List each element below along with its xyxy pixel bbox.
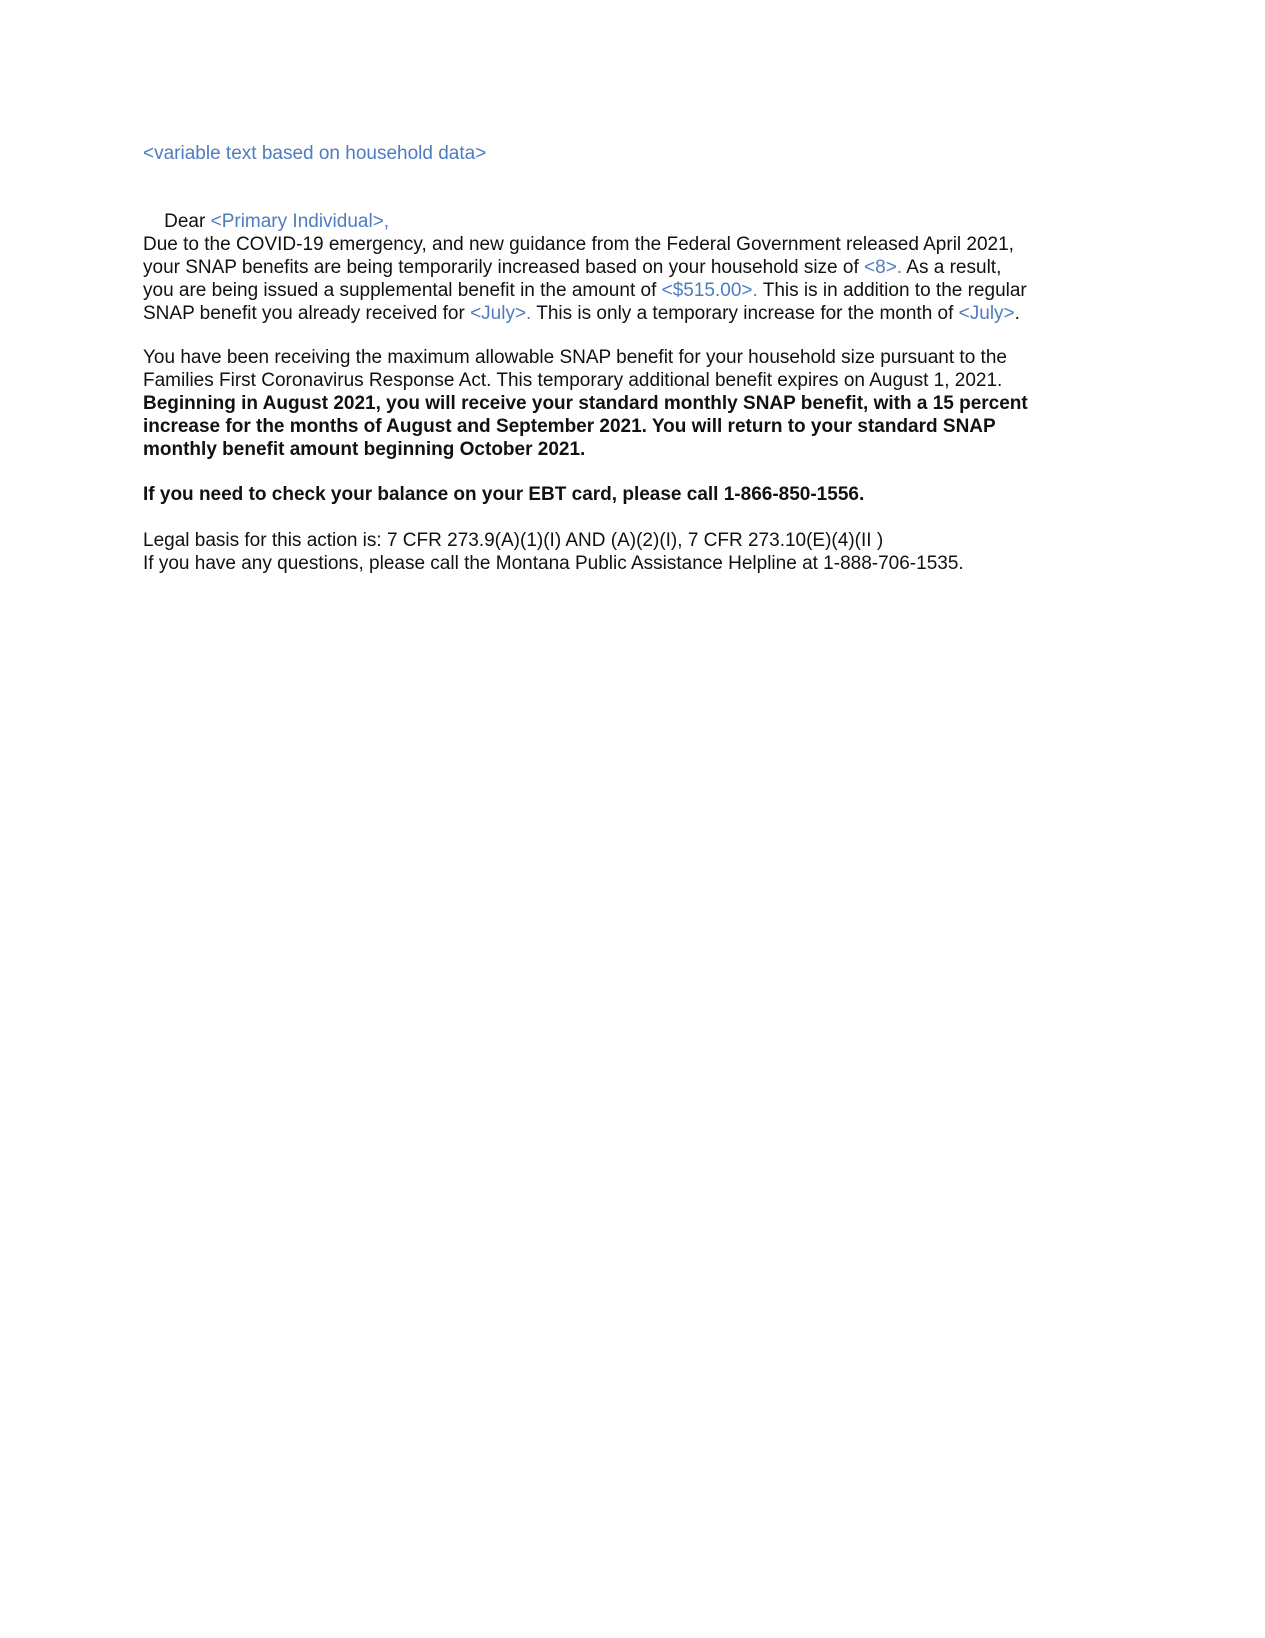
text-segment: your SNAP benefits are being temporarily increased based on your household size of bbox=[143, 257, 865, 278]
salutation-prefix: Dear bbox=[164, 211, 211, 232]
text-segment: monthly benefit amount beginning October 2021. bbox=[143, 439, 586, 460]
paragraph3-line bbox=[143, 483, 864, 506]
variable-field: <$515.00>. bbox=[661, 280, 758, 301]
paragraph4-line bbox=[143, 529, 883, 552]
variable-field: <July>. bbox=[470, 303, 532, 324]
text-segment: If you have any questions, please call the Montana Public Assistance Helpline at 1-888-706-1535. bbox=[143, 553, 964, 574]
paragraph4-line bbox=[143, 552, 964, 575]
text-segment: Families First Coronavirus Response Act. This temporary additional benefit expires on August 1, 2021. bbox=[143, 370, 1003, 391]
recipient-placeholder: <Primary Individual>, bbox=[210, 211, 390, 232]
paragraph1-line bbox=[143, 233, 1014, 256]
paragraph1-line bbox=[143, 302, 1020, 325]
text-segment: SNAP benefit you already received for bbox=[143, 303, 471, 324]
text-segment: This is only a temporary increase for the month of bbox=[531, 303, 959, 324]
header-placeholder: <variable text based on household data> bbox=[143, 143, 487, 164]
variable-field: <July> bbox=[958, 303, 1015, 324]
text-segment: You have been receiving the maximum allowable SNAP benefit for your household size pursuant to the bbox=[143, 347, 1007, 368]
paragraph2-line bbox=[143, 415, 996, 438]
paragraph1-line bbox=[143, 279, 1027, 302]
paragraph2-line bbox=[143, 392, 1028, 415]
text-segment: This is in addition to the regular bbox=[757, 280, 1027, 301]
text-segment: Due to the COVID-19 emergency, and new guidance from the Federal Government released April 2021, bbox=[143, 234, 1014, 255]
paragraph2-line bbox=[143, 346, 1007, 369]
text-segment: increase for the months of August and September 2021. You will return to your standard SNAP bbox=[143, 416, 996, 437]
variable-field: <8>. bbox=[864, 257, 903, 278]
text-segment: As a result, bbox=[902, 257, 1002, 278]
text-segment: . bbox=[1014, 303, 1020, 324]
text-segment: Legal basis for this action is: 7 CFR 273.9(A)(1)(I) AND (A)(2)(I), 7 CFR 273.10(E)(4)(II ) bbox=[143, 530, 884, 551]
text-segment: Beginning in August 2021, you will receive your standard monthly SNAP benefit, with a 15 percent bbox=[143, 393, 1028, 414]
text-segment: you are being issued a supplemental benefit in the amount of bbox=[143, 280, 662, 301]
text-segment: If you need to check your balance on your EBT card, please call 1-866-850-1556. bbox=[143, 484, 865, 505]
paragraph2-line bbox=[143, 369, 1002, 392]
paragraph1-line bbox=[143, 256, 1001, 279]
paragraph2-line bbox=[143, 438, 585, 461]
